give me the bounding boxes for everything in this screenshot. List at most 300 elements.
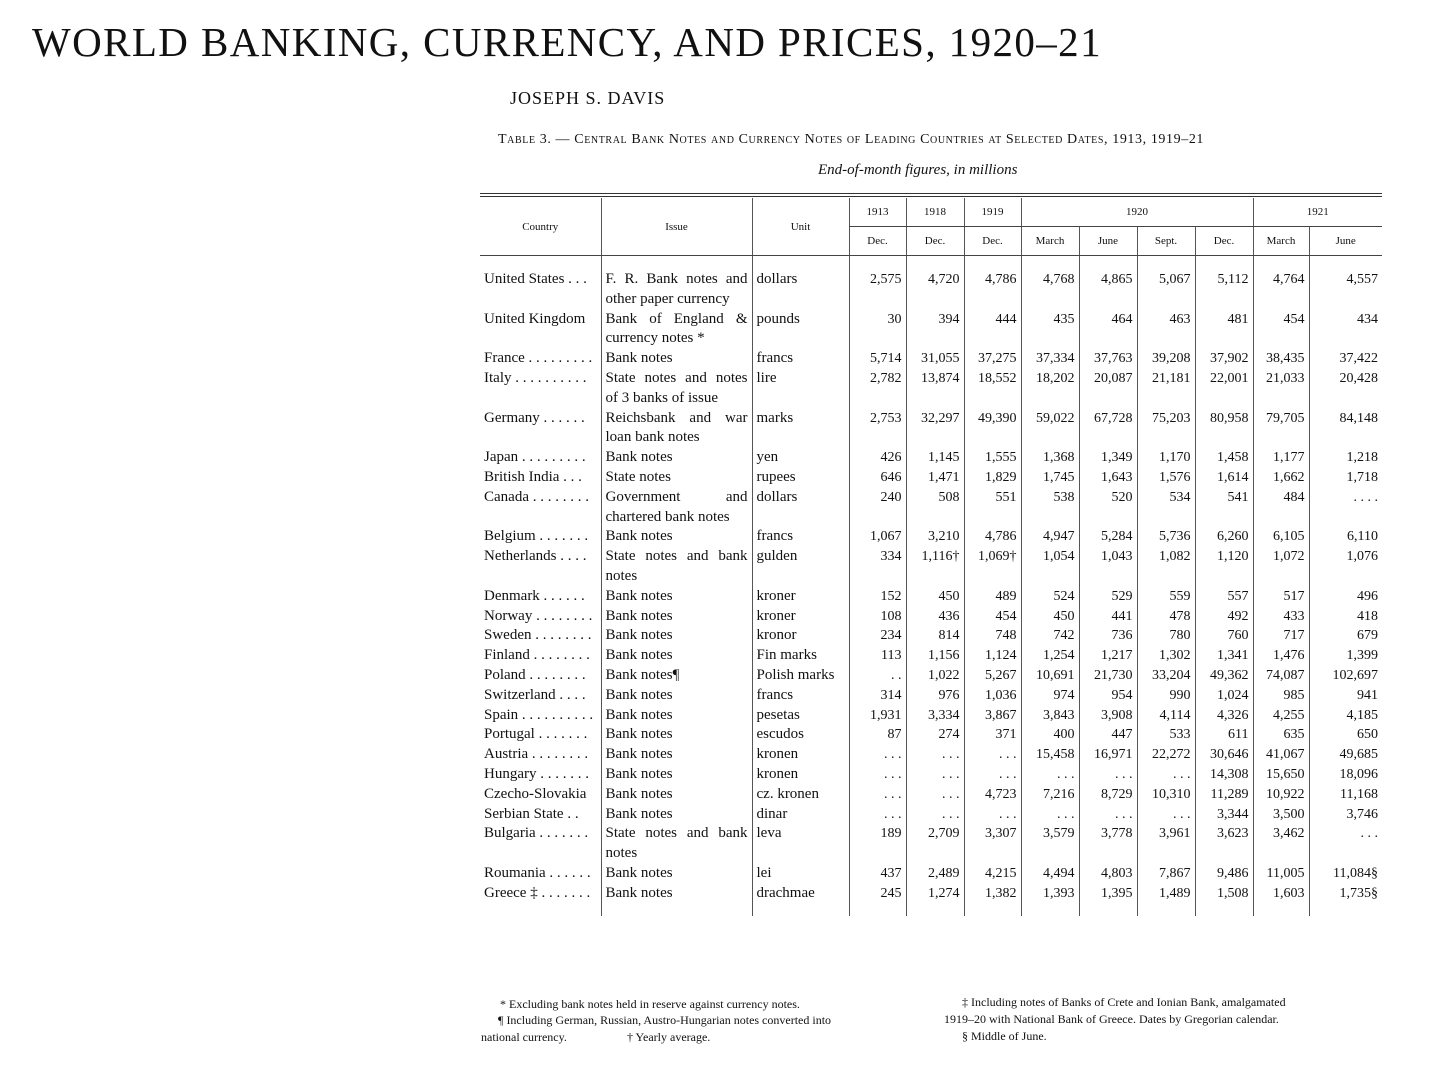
unit-cell: kronor xyxy=(752,626,849,646)
table-row xyxy=(480,745,1382,765)
value-cell: . . . xyxy=(964,805,1021,825)
header-unit: Unit xyxy=(752,198,849,256)
value-cell: 650 xyxy=(1309,725,1382,745)
value-cell: 33,204 xyxy=(1137,666,1195,686)
value-cell: 533 xyxy=(1137,725,1195,745)
value-cell: 11,084§ xyxy=(1309,864,1382,884)
value-cell: 3,867 xyxy=(964,706,1021,726)
table-row xyxy=(480,666,1382,686)
value-cell: 742 xyxy=(1021,626,1079,646)
footnote-section: § Middle of June. xyxy=(962,1029,1047,1043)
issue-cell: Bank notes xyxy=(601,349,752,369)
value-cell: 49,685 xyxy=(1309,745,1382,765)
value-cell: . . . xyxy=(849,765,906,785)
issue-cell: State notes and notes of 3 banks of issue xyxy=(601,369,752,409)
table-row xyxy=(480,805,1382,825)
country-cell: France . . . . . . . . . xyxy=(484,350,593,367)
value-cell: 7,867 xyxy=(1137,864,1195,884)
value-cell: 5,714 xyxy=(849,349,906,369)
spacer-cell xyxy=(1137,256,1195,271)
value-cell: 5,267 xyxy=(964,666,1021,686)
value-cell: 16,971 xyxy=(1079,745,1137,765)
table-row xyxy=(480,686,1382,706)
value-cell: 538 xyxy=(1021,488,1079,528)
country-cell: Switzerland . . . . xyxy=(484,686,586,703)
header-month: Dec. xyxy=(1195,227,1253,256)
header-country: Country xyxy=(480,198,601,256)
value-cell: 976 xyxy=(906,686,964,706)
value-cell: 1,076 xyxy=(1309,547,1382,587)
value-cell: 1,067 xyxy=(849,527,906,547)
value-cell: 59,022 xyxy=(1021,409,1079,449)
value-cell: 1,043 xyxy=(1079,547,1137,587)
value-cell: 954 xyxy=(1079,686,1137,706)
unit-cell: leva xyxy=(752,824,849,864)
header-year: 1920 xyxy=(1021,198,1253,227)
value-cell: 463 xyxy=(1137,310,1195,350)
value-cell: 394 xyxy=(906,310,964,350)
issue-cell: Reichsbank and war loan bank notes xyxy=(601,409,752,449)
value-cell: 49,390 xyxy=(964,409,1021,449)
issue-cell: Bank notes xyxy=(601,527,752,547)
value-cell: 400 xyxy=(1021,725,1079,745)
value-cell: 11,168 xyxy=(1309,785,1382,805)
value-cell: 4,215 xyxy=(964,864,1021,884)
value-cell: 496 xyxy=(1309,587,1382,607)
value-cell: 748 xyxy=(964,626,1021,646)
value-cell: 6,105 xyxy=(1253,527,1309,547)
value-cell: 37,763 xyxy=(1079,349,1137,369)
unit-cell: francs xyxy=(752,349,849,369)
value-cell: 454 xyxy=(964,607,1021,627)
value-cell: 3,579 xyxy=(1021,824,1079,864)
value-cell: 447 xyxy=(1079,725,1137,745)
value-cell: 75,203 xyxy=(1137,409,1195,449)
value-cell: 245 xyxy=(849,884,906,916)
value-cell: 529 xyxy=(1079,587,1137,607)
value-cell: 3,746 xyxy=(1309,805,1382,825)
table-row xyxy=(480,409,1382,449)
country-cell: Italy . . . . . . . . . . xyxy=(484,369,587,386)
value-cell: 4,723 xyxy=(964,785,1021,805)
value-cell: 30 xyxy=(849,310,906,350)
value-cell: 1,489 xyxy=(1137,884,1195,916)
value-cell: 484 xyxy=(1253,488,1309,528)
value-cell: 21,033 xyxy=(1253,369,1309,409)
top-rule-double xyxy=(480,196,1382,197)
header-month: Dec. xyxy=(964,227,1021,256)
value-cell: 1,829 xyxy=(964,468,1021,488)
country-cell: Canada . . . . . . . . xyxy=(484,488,589,505)
table-row xyxy=(480,765,1382,785)
value-cell: 3,210 xyxy=(906,527,964,547)
value-cell: 559 xyxy=(1137,587,1195,607)
table-row xyxy=(480,626,1382,646)
issue-cell: Bank notes xyxy=(601,626,752,646)
value-cell: 37,422 xyxy=(1309,349,1382,369)
unit-cell: escudos xyxy=(752,725,849,745)
value-cell: . . . xyxy=(1137,805,1195,825)
table-row xyxy=(480,646,1382,666)
country-cell: Serbian State . . xyxy=(484,805,579,822)
value-cell: 87 xyxy=(849,725,906,745)
value-cell: 37,334 xyxy=(1021,349,1079,369)
value-cell: 635 xyxy=(1253,725,1309,745)
value-cell: 814 xyxy=(906,626,964,646)
value-cell: 10,310 xyxy=(1137,785,1195,805)
value-cell: 4,786 xyxy=(964,270,1021,310)
value-cell: 426 xyxy=(849,448,906,468)
value-cell: 3,500 xyxy=(1253,805,1309,825)
value-cell: 517 xyxy=(1253,587,1309,607)
value-cell: 11,289 xyxy=(1195,785,1253,805)
value-cell: 4,185 xyxy=(1309,706,1382,726)
value-cell: 108 xyxy=(849,607,906,627)
table-body xyxy=(480,256,1382,916)
value-cell: 1,341 xyxy=(1195,646,1253,666)
value-cell: 4,947 xyxy=(1021,527,1079,547)
country-cell: United Kingdom xyxy=(484,310,586,327)
table-row xyxy=(480,607,1382,627)
header-year: 1913 xyxy=(849,198,906,227)
issue-cell: Bank notes xyxy=(601,805,752,825)
value-cell: 22,001 xyxy=(1195,369,1253,409)
value-cell: 4,114 xyxy=(1137,706,1195,726)
unit-cell: dollars xyxy=(752,488,849,528)
issue-cell: Bank notes xyxy=(601,706,752,726)
value-cell: 736 xyxy=(1079,626,1137,646)
issue-cell: Bank notes xyxy=(601,864,752,884)
issue-cell: Bank notes xyxy=(601,785,752,805)
issue-cell: Bank notes xyxy=(601,884,752,916)
footnote-dagger: † Yearly average. xyxy=(627,1030,711,1044)
table-row xyxy=(480,785,1382,805)
value-cell: . . . xyxy=(906,785,964,805)
unit-cell: pounds xyxy=(752,310,849,350)
value-cell: . . . xyxy=(1137,765,1195,785)
header-month: Dec. xyxy=(906,227,964,256)
value-cell: 1,393 xyxy=(1021,884,1079,916)
header-month: June xyxy=(1079,227,1137,256)
value-cell: . . . xyxy=(964,765,1021,785)
value-cell: 8,729 xyxy=(1079,785,1137,805)
value-cell: 4,494 xyxy=(1021,864,1079,884)
table-row xyxy=(480,547,1382,587)
value-cell: 21,730 xyxy=(1079,666,1137,686)
value-cell: 434 xyxy=(1309,310,1382,350)
header-year: 1918 xyxy=(906,198,964,227)
value-cell: . . . xyxy=(906,745,964,765)
value-cell: 3,307 xyxy=(964,824,1021,864)
value-cell: 780 xyxy=(1137,626,1195,646)
value-cell: 5,112 xyxy=(1195,270,1253,310)
value-cell: 113 xyxy=(849,646,906,666)
header-year: 1919 xyxy=(964,198,1021,227)
value-cell: 478 xyxy=(1137,607,1195,627)
value-cell: 1,254 xyxy=(1021,646,1079,666)
value-cell: 985 xyxy=(1253,686,1309,706)
value-cell: 1,662 xyxy=(1253,468,1309,488)
value-cell: 524 xyxy=(1021,587,1079,607)
value-cell: 189 xyxy=(849,824,906,864)
value-cell: 441 xyxy=(1079,607,1137,627)
unit-cell: Polish marks xyxy=(752,666,849,686)
country-cell: Bulgaria . . . . . . . xyxy=(484,825,589,842)
value-cell: 437 xyxy=(849,864,906,884)
value-cell: . . . xyxy=(1021,805,1079,825)
value-cell: 4,326 xyxy=(1195,706,1253,726)
value-cell: 1,576 xyxy=(1137,468,1195,488)
value-cell: 2,489 xyxy=(906,864,964,884)
value-cell: 6,260 xyxy=(1195,527,1253,547)
value-cell: 534 xyxy=(1137,488,1195,528)
spacer-cell xyxy=(906,256,964,271)
spacer-cell xyxy=(1021,256,1079,271)
value-cell: 551 xyxy=(964,488,1021,528)
top-rule xyxy=(480,193,1382,194)
value-cell: 3,843 xyxy=(1021,706,1079,726)
value-cell: 1,120 xyxy=(1195,547,1253,587)
value-cell: . . . xyxy=(906,765,964,785)
value-cell: . . . xyxy=(849,805,906,825)
unit-cell: francs xyxy=(752,527,849,547)
issue-cell: Bank notes xyxy=(601,745,752,765)
value-cell: 1,024 xyxy=(1195,686,1253,706)
value-cell: 1,022 xyxy=(906,666,964,686)
value-cell: 1,931 xyxy=(849,706,906,726)
value-cell: 1,555 xyxy=(964,448,1021,468)
value-cell: 1,036 xyxy=(964,686,1021,706)
country-cell: Austria . . . . . . . . xyxy=(484,746,589,763)
value-cell: 1,054 xyxy=(1021,547,1079,587)
value-cell: 646 xyxy=(849,468,906,488)
country-cell: Japan . . . . . . . . . xyxy=(484,449,586,466)
country-cell: Norway . . . . . . . . xyxy=(484,607,593,624)
value-cell: 941 xyxy=(1309,686,1382,706)
value-cell: 10,922 xyxy=(1253,785,1309,805)
value-cell: 1,156 xyxy=(906,646,964,666)
value-cell: 2,709 xyxy=(906,824,964,864)
footnote-ddagger: ‡ Including notes of Banks of Crete and Ionian Bank, amalgamated xyxy=(962,995,1286,1009)
value-cell: 15,458 xyxy=(1021,745,1079,765)
value-cell: 14,308 xyxy=(1195,765,1253,785)
value-cell: 74,087 xyxy=(1253,666,1309,686)
header-month: Dec. xyxy=(849,227,906,256)
issue-cell: Bank of England & currency notes * xyxy=(601,310,752,350)
currency-table xyxy=(480,198,1382,916)
value-cell: 1,643 xyxy=(1079,468,1137,488)
table-subcaption: End-of-month figures, in millions xyxy=(818,162,1018,178)
value-cell: 37,275 xyxy=(964,349,1021,369)
value-cell: . . . xyxy=(1309,824,1382,864)
value-cell: 541 xyxy=(1195,488,1253,528)
table-caption: Table 3. — Central Bank Notes and Currency Notes of Leading Countries at Selected Dates, 1913, 1919–21 xyxy=(498,132,1205,147)
value-cell: 6,110 xyxy=(1309,527,1382,547)
value-cell: 18,552 xyxy=(964,369,1021,409)
table-row xyxy=(480,270,1382,310)
value-cell: 464 xyxy=(1079,310,1137,350)
unit-cell: kroner xyxy=(752,587,849,607)
value-cell: 22,272 xyxy=(1137,745,1195,765)
issue-cell: Bank notes xyxy=(601,587,752,607)
issue-cell: Bank notes xyxy=(601,607,752,627)
value-cell: 1,145 xyxy=(906,448,964,468)
value-cell: 520 xyxy=(1079,488,1137,528)
spacer-cell xyxy=(480,256,601,271)
country-cell: Spain . . . . . . . . . . xyxy=(484,706,594,723)
author-name: JOSEPH S. DAVIS xyxy=(510,88,666,108)
value-cell: 1,072 xyxy=(1253,547,1309,587)
header-month: March xyxy=(1253,227,1309,256)
country-cell: Portugal . . . . . . . xyxy=(484,726,588,743)
value-cell: 79,705 xyxy=(1253,409,1309,449)
value-cell: 10,691 xyxy=(1021,666,1079,686)
header-month: June xyxy=(1309,227,1382,256)
unit-cell: gulden xyxy=(752,547,849,587)
value-cell: 102,697 xyxy=(1309,666,1382,686)
footnote-pilcrow: ¶ Including German, Russian, Austro-Hungarian notes converted into xyxy=(498,1013,832,1027)
value-cell: 1,458 xyxy=(1195,448,1253,468)
value-cell: . . . xyxy=(964,745,1021,765)
footnote-ddagger-cont: 1919–20 with National Bank of Greece. Dates by Gregorian calendar. xyxy=(944,1012,1279,1026)
issue-cell: Bank notes xyxy=(601,765,752,785)
table-row xyxy=(480,488,1382,528)
value-cell: 7,216 xyxy=(1021,785,1079,805)
header-year: 1921 xyxy=(1253,198,1382,227)
issue-cell: State notes xyxy=(601,468,752,488)
header-month: Sept. xyxy=(1137,227,1195,256)
value-cell: 1,124 xyxy=(964,646,1021,666)
table-row xyxy=(480,349,1382,369)
unit-cell: rupees xyxy=(752,468,849,488)
value-cell: 433 xyxy=(1253,607,1309,627)
issue-cell: State notes and bank notes xyxy=(601,547,752,587)
country-cell: Finland . . . . . . . . xyxy=(484,647,590,664)
table-row xyxy=(480,468,1382,488)
value-cell: 41,067 xyxy=(1253,745,1309,765)
value-cell: 1,476 xyxy=(1253,646,1309,666)
table-row xyxy=(480,587,1382,607)
value-cell: 3,778 xyxy=(1079,824,1137,864)
unit-cell: yen xyxy=(752,448,849,468)
value-cell: 4,803 xyxy=(1079,864,1137,884)
unit-cell: francs xyxy=(752,686,849,706)
value-cell: 489 xyxy=(964,587,1021,607)
value-cell: 9,486 xyxy=(1195,864,1253,884)
unit-cell: kronen xyxy=(752,765,849,785)
unit-cell: cz. kronen xyxy=(752,785,849,805)
value-cell: 234 xyxy=(849,626,906,646)
header-month: March xyxy=(1021,227,1079,256)
value-cell: 1,745 xyxy=(1021,468,1079,488)
spacer-row xyxy=(480,256,1382,271)
value-cell: 1,069† xyxy=(964,547,1021,587)
value-cell: 4,557 xyxy=(1309,270,1382,310)
spacer-cell xyxy=(601,256,752,271)
value-cell: . . . xyxy=(1079,765,1137,785)
country-cell: British India . . . xyxy=(484,468,582,485)
value-cell: 152 xyxy=(849,587,906,607)
table-row xyxy=(480,310,1382,350)
value-cell: 5,284 xyxy=(1079,527,1137,547)
value-cell: 314 xyxy=(849,686,906,706)
unit-cell: kronen xyxy=(752,745,849,765)
value-cell: 20,087 xyxy=(1079,369,1137,409)
unit-cell: dollars xyxy=(752,270,849,310)
value-cell: 1,170 xyxy=(1137,448,1195,468)
header-row-years xyxy=(480,198,1382,227)
table-row xyxy=(480,725,1382,745)
issue-cell: Bank notes xyxy=(601,725,752,745)
value-cell: . . . xyxy=(906,805,964,825)
value-cell: 4,255 xyxy=(1253,706,1309,726)
value-cell: 481 xyxy=(1195,310,1253,350)
value-cell: 3,462 xyxy=(1253,824,1309,864)
table-row xyxy=(480,824,1382,864)
value-cell: 1,349 xyxy=(1079,448,1137,468)
value-cell: 557 xyxy=(1195,587,1253,607)
table-row xyxy=(480,369,1382,409)
header-issue: Issue xyxy=(601,198,752,256)
value-cell: 1,718 xyxy=(1309,468,1382,488)
value-cell: 1,395 xyxy=(1079,884,1137,916)
value-cell: 3,961 xyxy=(1137,824,1195,864)
value-cell: 20,428 xyxy=(1309,369,1382,409)
value-cell: 84,148 xyxy=(1309,409,1382,449)
value-cell: . . . xyxy=(849,745,906,765)
value-cell: 990 xyxy=(1137,686,1195,706)
spacer-cell xyxy=(1195,256,1253,271)
value-cell: 1,116† xyxy=(906,547,964,587)
country-cell: Roumania . . . . . . xyxy=(484,864,591,881)
value-cell: 334 xyxy=(849,547,906,587)
value-cell: 5,736 xyxy=(1137,527,1195,547)
country-cell: Poland . . . . . . . . xyxy=(484,666,586,683)
issue-cell: Bank notes xyxy=(601,686,752,706)
unit-cell: Fin marks xyxy=(752,646,849,666)
value-cell: 418 xyxy=(1309,607,1382,627)
spacer-cell xyxy=(752,256,849,271)
value-cell: 4,768 xyxy=(1021,270,1079,310)
country-cell: United States . . . xyxy=(484,271,587,287)
issue-cell: F. R. Bank notes and other paper currency xyxy=(601,270,752,310)
spacer-cell xyxy=(1253,256,1309,271)
value-cell: . . . . xyxy=(1309,488,1382,528)
value-cell: 1,382 xyxy=(964,884,1021,916)
spacer-cell xyxy=(849,256,906,271)
value-cell: 2,575 xyxy=(849,270,906,310)
unit-cell: pesetas xyxy=(752,706,849,726)
table-row xyxy=(480,884,1382,916)
issue-cell: Bank notes¶ xyxy=(601,666,752,686)
value-cell: 49,362 xyxy=(1195,666,1253,686)
value-cell: 1,302 xyxy=(1137,646,1195,666)
value-cell: . . . xyxy=(849,785,906,805)
value-cell: 18,202 xyxy=(1021,369,1079,409)
unit-cell: dinar xyxy=(752,805,849,825)
value-cell: 3,908 xyxy=(1079,706,1137,726)
value-cell: 4,786 xyxy=(964,527,1021,547)
value-cell: 436 xyxy=(906,607,964,627)
value-cell: 611 xyxy=(1195,725,1253,745)
value-cell: 13,874 xyxy=(906,369,964,409)
value-cell: 4,720 xyxy=(906,270,964,310)
unit-cell: lei xyxy=(752,864,849,884)
country-cell: Greece ‡ . . . . . . . xyxy=(484,884,591,901)
value-cell: 1,274 xyxy=(906,884,964,916)
value-cell: 39,208 xyxy=(1137,349,1195,369)
value-cell: 679 xyxy=(1309,626,1382,646)
